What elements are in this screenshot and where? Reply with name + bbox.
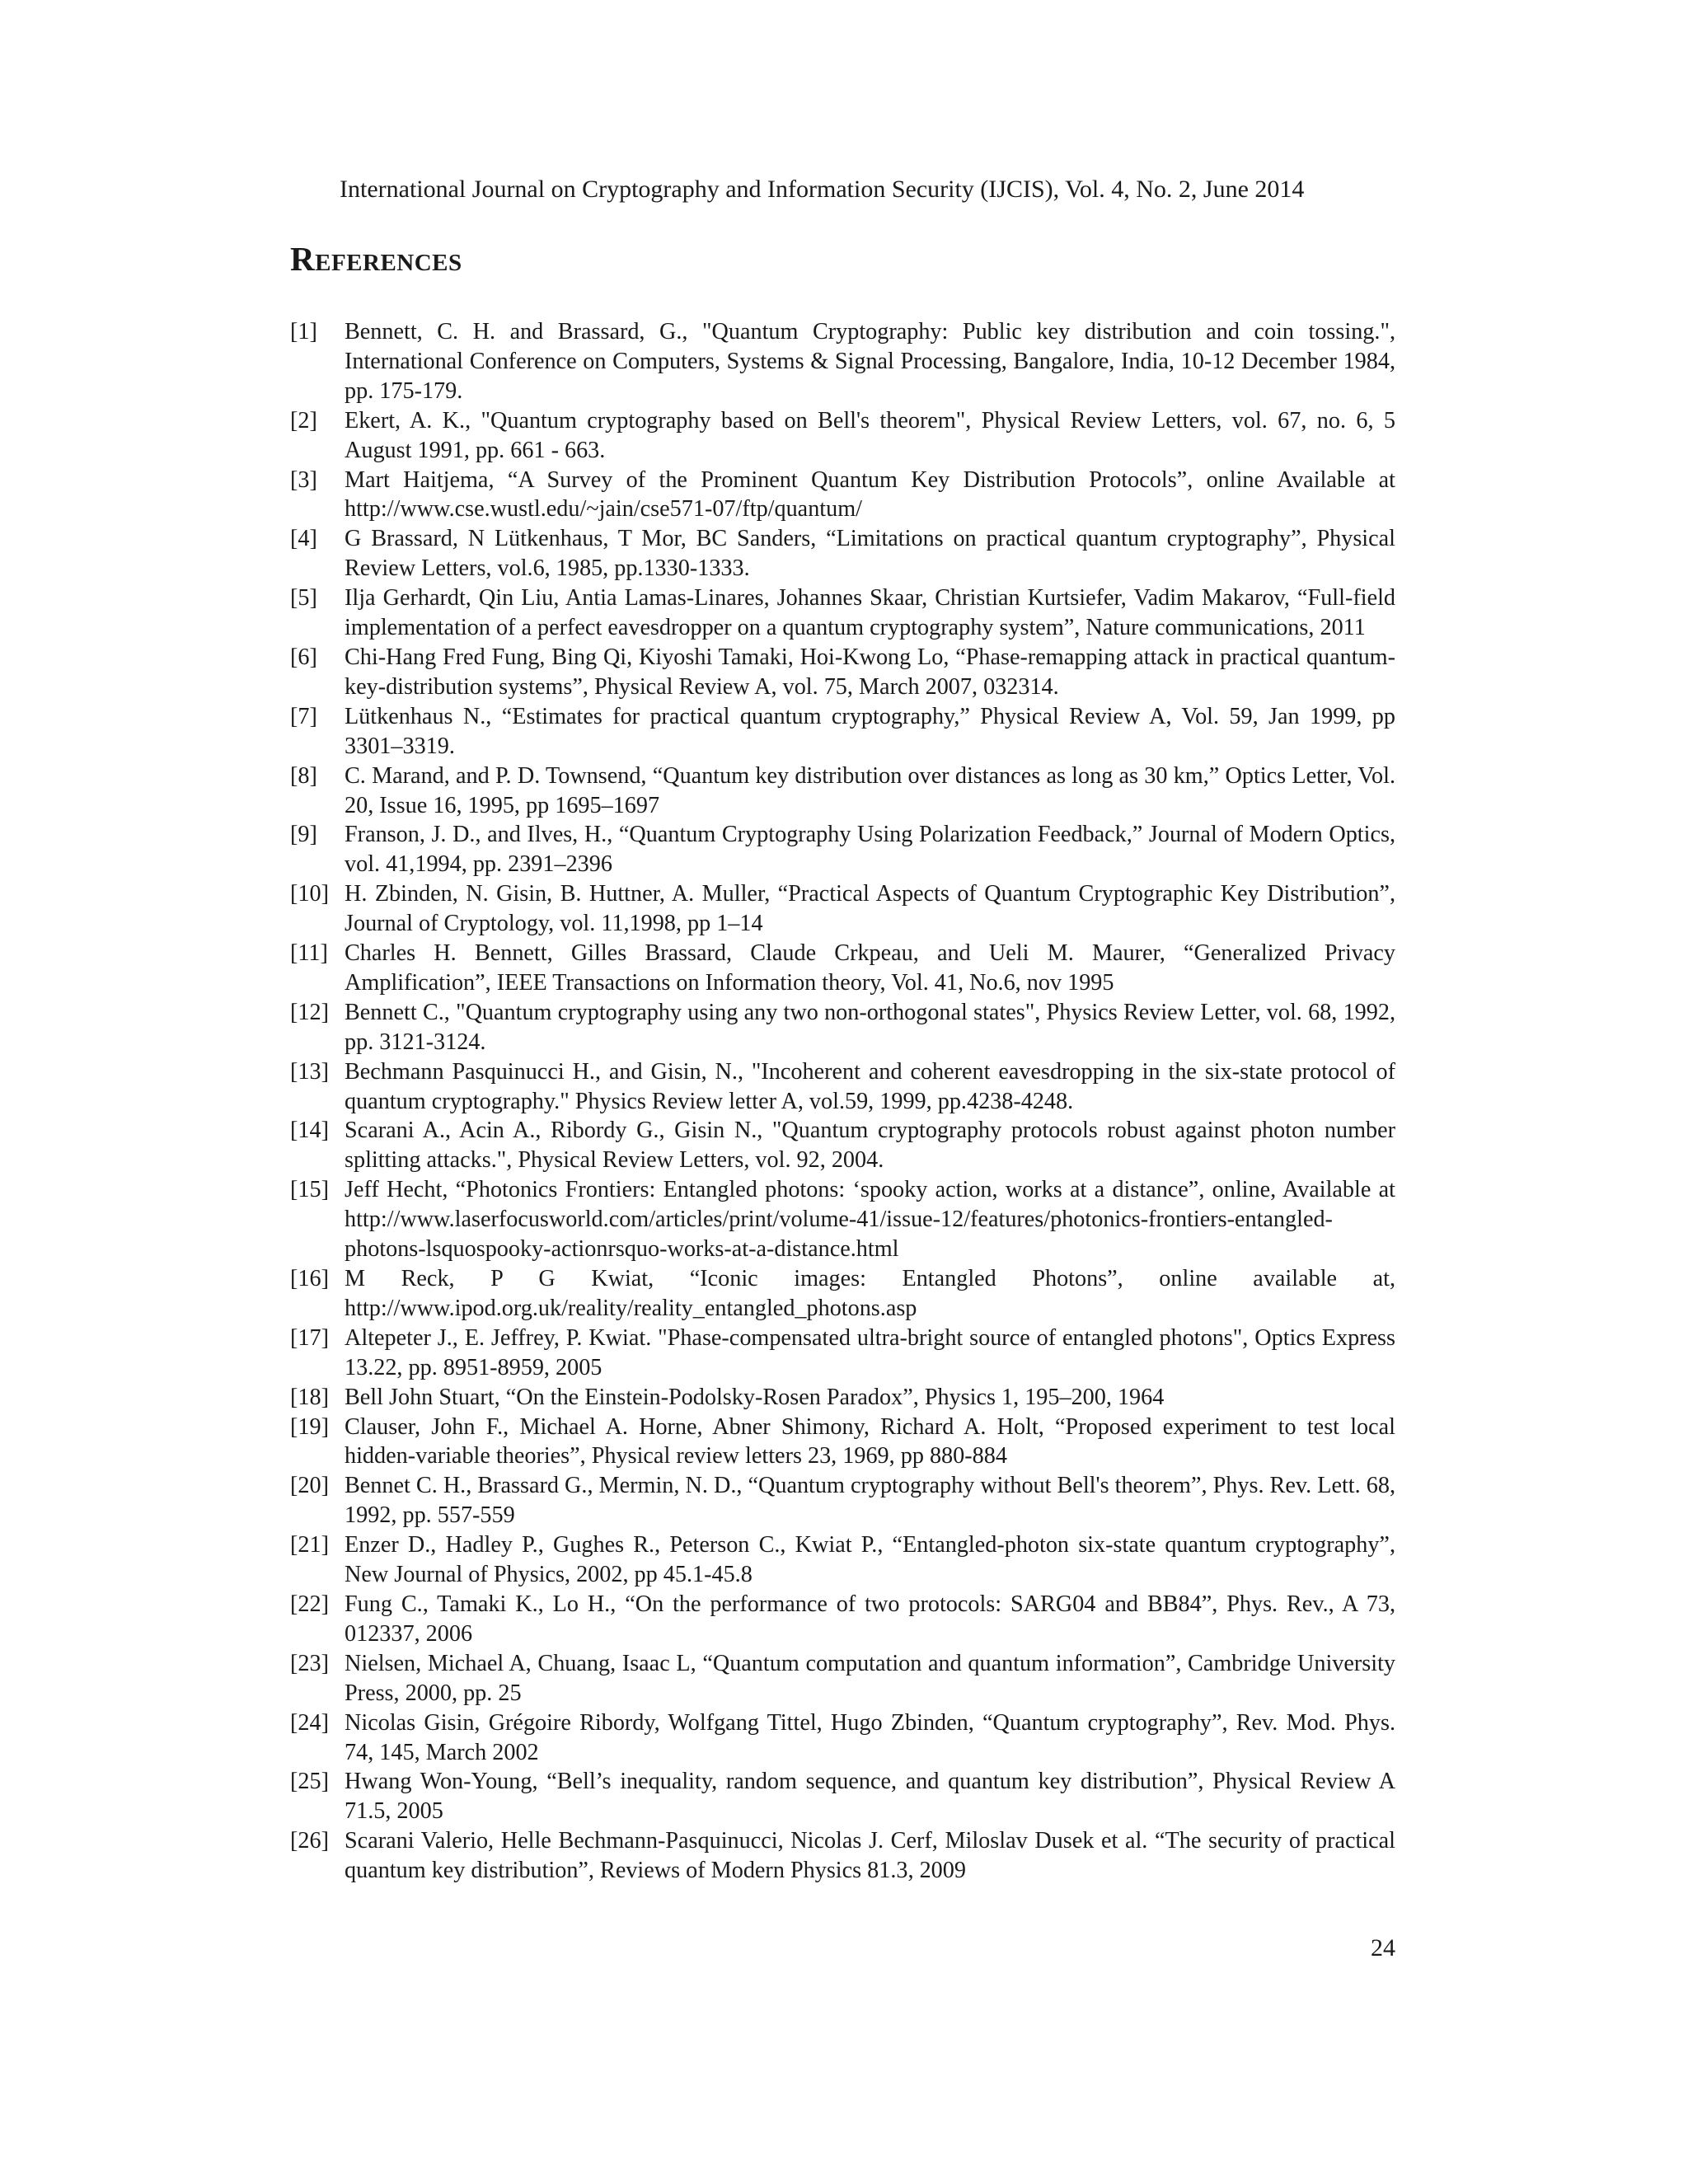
reference-number: [9] — [290, 822, 317, 848]
reference-item — [290, 998, 1395, 1057]
reference-text: Lütkenhaus N., “Estimates for practical quantum cryptography,” Physical Review A, Vol. 59, Jan 1999, pp 3301–3319. — [345, 703, 1395, 759]
reference-item — [290, 762, 1395, 821]
reference-number: [19] — [290, 1413, 329, 1440]
reference-text: Fung C., Tamaki K., Lo H., “On the performance of two protocols: SARG04 and BB84”, Phys. Rev., A 73, 012337, 2006 — [345, 1591, 1395, 1647]
reference-item — [290, 702, 1395, 762]
reference-number: [23] — [290, 1650, 329, 1676]
reference-number: [12] — [290, 999, 329, 1025]
reference-number: [10] — [290, 881, 329, 907]
reference-number: [24] — [290, 1709, 329, 1736]
reference-item — [290, 1826, 1395, 1886]
reference-number: [11] — [290, 940, 328, 967]
reference-item — [290, 939, 1395, 998]
reference-number: [3] — [290, 466, 317, 493]
reference-text: Ilja Gerhardt, Qin Liu, Antia Lamas-Linares, Johannes Skaar, Christian Kurtsiefer, Vadim Makarov, “Full-field implementation of a perfect eavesdropper on a quantum cryptography system”, Nature communications, 2011 — [345, 585, 1395, 641]
reference-number: [6] — [290, 644, 317, 670]
reference-text: H. Zbinden, N. Gisin, B. Huttner, A. Muller, “Practical Aspects of Quantum Cryptographic Key Distribution”, Journal of Cryptology, vol. 11,1998, pp 1–14 — [345, 881, 1395, 937]
reference-item — [290, 879, 1395, 939]
reference-item — [290, 1324, 1395, 1383]
reference-item — [290, 1116, 1395, 1175]
reference-item — [290, 1383, 1395, 1413]
reference-number: [1] — [290, 319, 317, 344]
reference-text: Bennet C. H., Brassard G., Mermin, N. D., “Quantum cryptography without Bell's theorem”, Phys. Rev. Lett. 68, 1992, pp. 557-559 — [345, 1473, 1395, 1529]
reference-text: Bell John Stuart, “On the Einstein-Podolsky-Rosen Paradox”, Physics 1, 195–200, 1964 — [345, 1384, 1165, 1410]
reference-text: G Brassard, N Lütkenhaus, T Mor, BC Sanders, “Limitations on practical quantum cryptography”, Physical Review Letters, vol.6, 1985, pp.1330-1333. — [345, 526, 1395, 582]
reference-text: Mart Haitjema, “A Survey of the Prominent Quantum Key Distribution Protocols”, online Available at http://www.cse.wustl.edu/~jain/cse571-07/ftp/quantum/ — [345, 466, 1395, 523]
reference-item — [290, 1264, 1395, 1324]
reference-text: Hwang Won-Young, “Bell’s inequality, random sequence, and quantum key distribution”, Physical Review A 71.5, 2005 — [345, 1769, 1395, 1825]
reference-number: [26] — [290, 1828, 329, 1854]
reference-number: [18] — [290, 1384, 329, 1410]
reference-item — [290, 1057, 1395, 1117]
reference-text: Clauser, John F., Michael A. Horne, Abner Shimony, Richard A. Holt, “Proposed experiment to test local hidden-variable theories”, Physical review letters 23, 1969, pp 880-884 — [345, 1413, 1395, 1469]
reference-list — [290, 317, 1395, 1886]
reference-text: M Reck, P G Kwiat, “Iconic images: Entangled Photons”, online available at, http://www.ipod.org.uk/reality/reality_entangled_photons.asp — [345, 1266, 1395, 1321]
reference-number: [20] — [290, 1473, 329, 1499]
reference-text: Altepeter J., E. Jeffrey, P. Kwiat. "Phase-compensated ultra-bright source of entangled photons", Optics Express 13.22, pp. 8951-8959, 2005 — [345, 1324, 1395, 1380]
reference-item — [290, 406, 1395, 466]
reference-text: Scarani A., Acin A., Ribordy G., Gisin N., "Quantum cryptography protocols robust against photon number splitting attacks.", Physical Review Letters, vol. 92, 2004. — [345, 1118, 1395, 1174]
reference-item — [290, 820, 1395, 879]
reference-item — [290, 524, 1395, 583]
reference-item — [290, 1471, 1395, 1530]
reference-number: [25] — [290, 1769, 329, 1795]
reference-text: Bechmann Pasquinucci H., and Gisin, N., "Incoherent and coherent eavesdropping in the six-state protocol of quantum cryptography." Physics Review letter A, vol.59, 1999, pp.4238-4248. — [345, 1058, 1395, 1114]
reference-number: [16] — [290, 1266, 329, 1291]
reference-number: [5] — [290, 585, 317, 612]
reference-number: [15] — [290, 1177, 329, 1203]
reference-text: Chi-Hang Fred Fung, Bing Qi, Kiyoshi Tamaki, Hoi-Kwong Lo, “Phase-remapping attack in practical quantum-key-distribution systems”, Physical Review A, vol. 75, March 2007, 032314. — [345, 644, 1395, 700]
reference-text: Ekert, A. K., "Quantum cryptography based on Bell's theorem", Physical Review Letters, vol. 67, no. 6, 5 August 1991, pp. 661 - 663. — [345, 407, 1395, 463]
reference-item — [290, 317, 1395, 406]
reference-text: Bennett C., "Quantum cryptography using any two non-orthogonal states", Physics Review Letter, vol. 68, 1992, pp. 3121-3124. — [345, 999, 1395, 1055]
reference-text: Franson, J. D., and Ilves, H., “Quantum Cryptography Using Polarization Feedback,” Journal of Modern Optics, vol. 41,1994, pp. 2391–2396 — [345, 822, 1395, 878]
reference-number: [17] — [290, 1324, 329, 1351]
reference-number: [2] — [290, 407, 317, 434]
reference-text: Charles H. Bennett, Gilles Brassard, Claude Crkpeau, and Ueli M. Maurer, “Generalized Privacy Amplification”, IEEE Transactions on Information theory, Vol. 41, No.6, nov 1995 — [345, 940, 1395, 996]
reference-number: [13] — [290, 1058, 329, 1085]
running-header: International Journal on Cryptography and Information Security (IJCIS), Vol. 4, No. 2, June 2014 — [340, 176, 1305, 203]
reference-item — [290, 583, 1395, 643]
reference-number: [4] — [290, 526, 317, 552]
section-title: References — [290, 240, 462, 278]
reference-number: [7] — [290, 703, 317, 729]
reference-item — [290, 643, 1395, 702]
reference-number: [22] — [290, 1591, 329, 1617]
reference-item — [290, 1649, 1395, 1708]
reference-text: Scarani Valerio, Helle Bechmann-Pasquinucci, Nicolas J. Cerf, Miloslav Dusek et al. “The security of practical quantum key distribution”, Reviews of Modern Physics 81.3, 2009 — [345, 1828, 1395, 1884]
reference-text: Jeff Hecht, “Photonics Frontiers: Entangled photons: ‘spooky action, works at a distance”, online, Available at http://www.laserfocusworld.com/articles/print/volume-41/issue-12/features/photonics-frontiers-entangled-photons-lsquospooky-actionrsquo-works-at-a-distance.html — [345, 1177, 1395, 1263]
reference-number: [21] — [290, 1532, 329, 1558]
reference-text: C. Marand, and P. D. Townsend, “Quantum key distribution over distances as long as 30 km,” Optics Letter, Vol. 20, Issue 16, 1995, pp 1695–1697 — [345, 762, 1395, 818]
page-number: 24 — [1371, 1934, 1395, 1961]
reference-item — [290, 466, 1395, 525]
reference-text: Bennett, C. H. and Brassard, G., "Quantum Cryptography: Public key distribution and coin tossing.", International Conference on Computers, Systems & Signal Processing, Bangalore, India, 10-12 December 1984, pp. 175-179. — [345, 319, 1395, 404]
reference-item — [290, 1708, 1395, 1768]
reference-item — [290, 1590, 1395, 1649]
reference-text: Enzer D., Hadley P., Gughes R., Peterson C., Kwiat P., “Entangled-photon six-state quantum cryptography”, New Journal of Physics, 2002, pp 45.1-45.8 — [345, 1532, 1395, 1588]
reference-item — [290, 1175, 1395, 1264]
reference-text: Nielsen, Michael A, Chuang, Isaac L, “Quantum computation and quantum information”, Cambridge University Press, 2000, pp. 25 — [345, 1650, 1395, 1706]
reference-item — [290, 1413, 1395, 1472]
reference-number: [8] — [290, 762, 317, 789]
reference-item — [290, 1530, 1395, 1590]
reference-text: Nicolas Gisin, Grégoire Ribordy, Wolfgang Tittel, Hugo Zbinden, “Quantum cryptography”, Rev. Mod. Phys. 74, 145, March 2002 — [345, 1709, 1395, 1765]
reference-number: [14] — [290, 1118, 329, 1144]
reference-item — [290, 1767, 1395, 1826]
